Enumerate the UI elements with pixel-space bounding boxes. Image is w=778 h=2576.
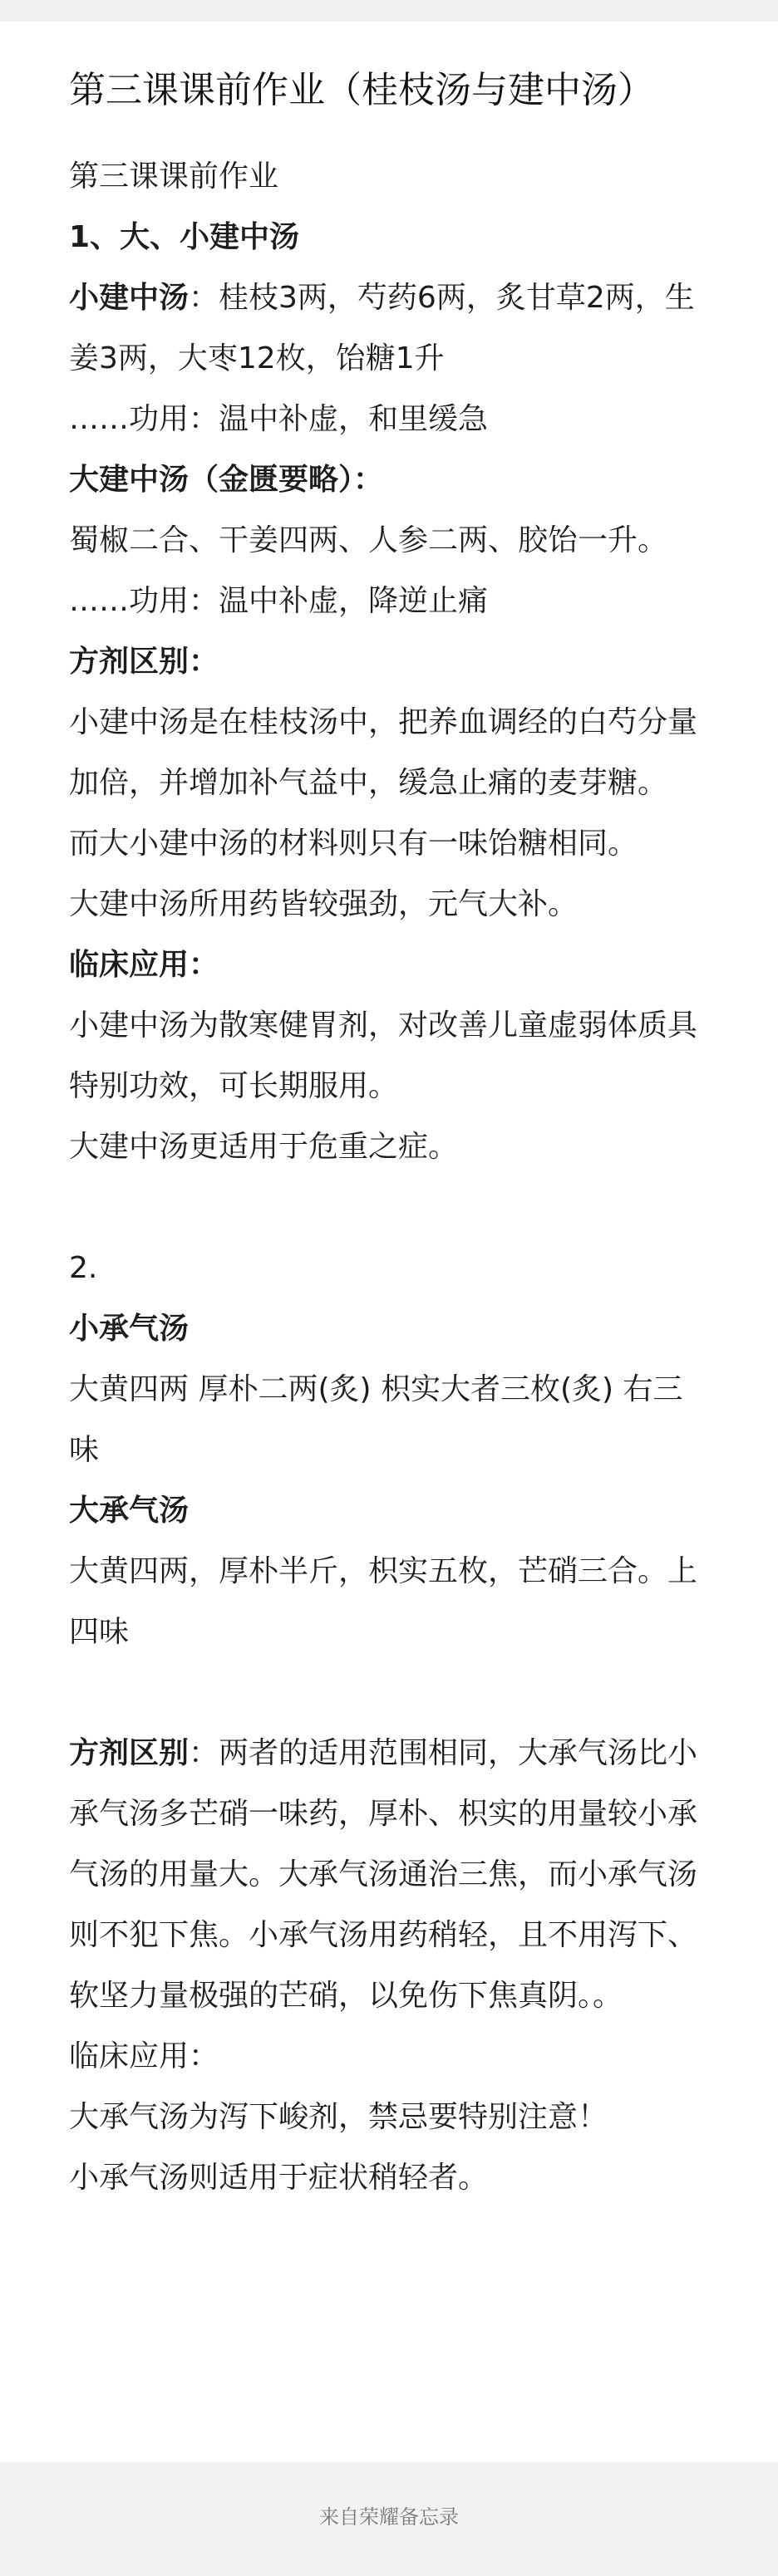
note-line: 大建中汤更适用于危重之症。: [69, 1130, 459, 1164]
section-text: ：两者的适用范围相同，大承气汤比小承气汤多芒硝一味药，厚朴、枳实的用量较小承气汤的用量大。大承气汤通治三焦，而小承气汤则不犯下焦。小承气汤用药稍轻，且不用泻下、软坚力量极强的芒硝，以免伤下焦真阴。。: [69, 1736, 698, 2013]
note-line: ……功用：温中补虚，和里缓急: [69, 402, 489, 436]
note-line: [69, 267, 709, 389]
note-line: 大建中汤所用药皆较强劲，元气大补。: [69, 887, 579, 921]
formula-name: 小承气汤: [69, 1312, 190, 1346]
formula-ingredients: ：桂枝3两，芍药6两，炙甘草2两，生姜3两，大枣12枚，饴糖1升: [69, 281, 695, 375]
note-line: ……功用：温中补虚，降逆止痛: [69, 584, 489, 618]
note-line: [69, 1723, 709, 2026]
formula-name: 大建中汤（金匮要略）：: [69, 463, 384, 497]
note-line: 大承气汤为泻下峻剂，禁忌要特别注意！: [69, 2100, 608, 2134]
note-line: 小建中汤为散寒健胃剂，对改善儿童虚弱体质具特别功效，可长期服用。: [69, 1008, 698, 1103]
note-line: 小建中汤是在桂枝汤中，把养血调经的白芍分量加倍，并增加补气益中，缓急止痛的麦芽糖。: [69, 705, 698, 800]
formula-name: 小建中汤: [69, 281, 190, 315]
note-title: 第三课课前作业（桂枝汤与建中汤）: [69, 69, 654, 111]
note-line: 第三课课前作业: [69, 159, 279, 194]
blank-line: [69, 1177, 709, 1238]
blank-line: [69, 1662, 709, 1723]
note-line: 小承气汤则适用于症状稍轻者。: [69, 2161, 489, 2195]
top-strip: [0, 0, 778, 22]
note-line: 临床应用：: [69, 2039, 219, 2073]
note-card: [0, 22, 778, 2462]
note-line: 大黄四两 厚朴二两(炙) 枳实大者三枚(炙) 右三味: [69, 1372, 683, 1467]
section-heading: 1、大、小建中汤: [69, 220, 300, 254]
footer: [0, 2462, 778, 2576]
section-heading: 临床应用：: [69, 948, 219, 982]
section-heading: 方剂区别：: [69, 645, 219, 679]
footer-source-label: 来自荣耀备忘录: [319, 2505, 459, 2529]
note-content[interactable]: [69, 63, 709, 2208]
note-line: 蜀椒二合、干姜四两、人参二两、胶饴一升。: [69, 523, 668, 557]
note-line: 而大小建中汤的材料则只有一味饴糖相同。: [69, 827, 638, 861]
formula-name: 大承气汤: [69, 1494, 190, 1528]
note-line: 大黄四两，厚朴半斤，枳实五枚，芒硝三合。上四味: [69, 1554, 698, 1649]
note-line: 2.: [69, 1251, 98, 1285]
section-heading: 方剂区别: [69, 1736, 190, 1770]
